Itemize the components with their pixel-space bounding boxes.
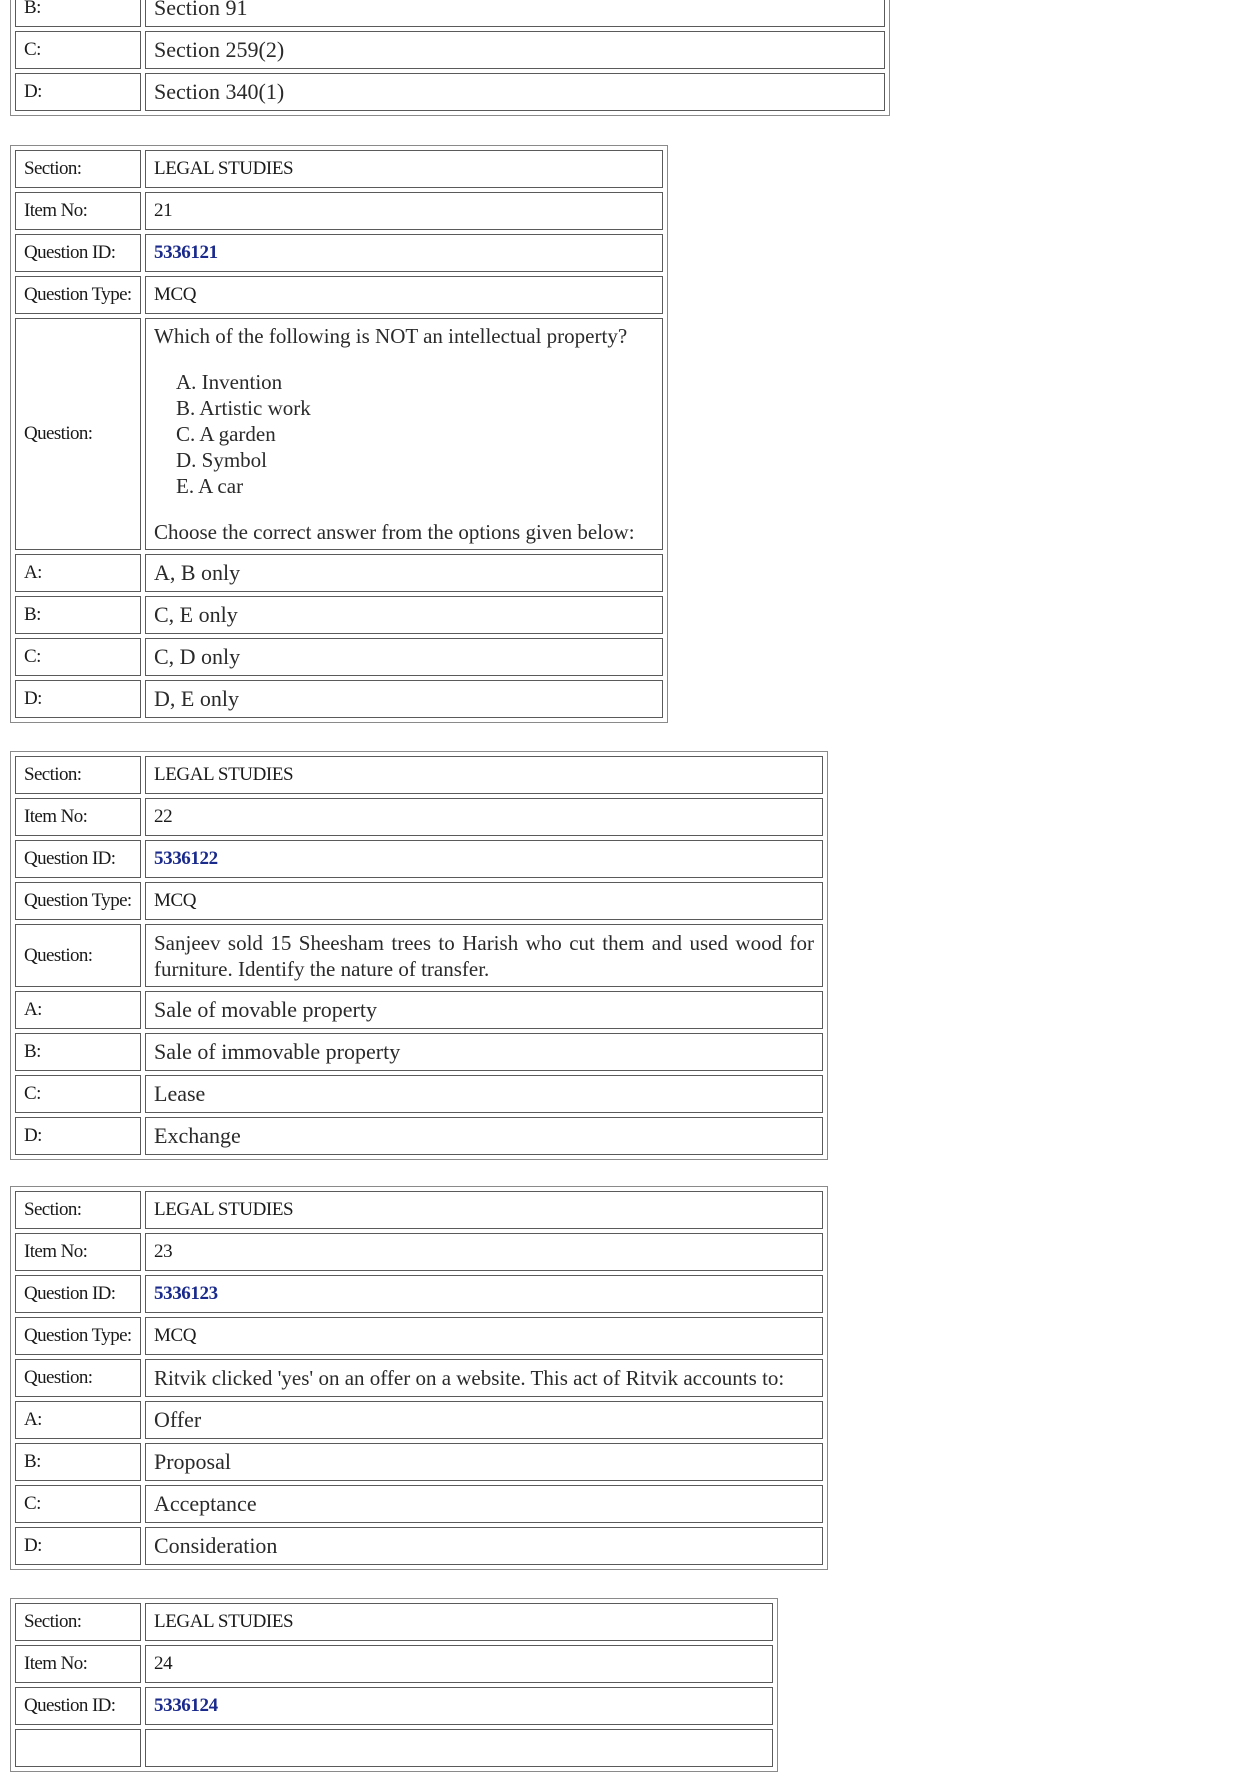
question-text: Sanjeev sold 15 Sheesham trees to Harish who cut them and used wood for furniture. Identify the nature of transfer. bbox=[145, 924, 823, 987]
item-no-value: 22 bbox=[145, 798, 823, 836]
question-type-value: MCQ bbox=[145, 882, 823, 920]
question-label: Question: bbox=[15, 318, 141, 550]
statement-item: A. Invention bbox=[176, 370, 283, 394]
section-value: LEGAL STUDIES bbox=[145, 150, 663, 188]
section-value: LEGAL STUDIES bbox=[145, 1603, 773, 1641]
option-a-label: A: bbox=[15, 1401, 141, 1439]
section-label: Section: bbox=[15, 756, 141, 794]
option-c-label: C: bbox=[15, 1485, 141, 1523]
question-id-value: 5336122 bbox=[145, 840, 823, 878]
option-b-label: B: bbox=[15, 1033, 141, 1071]
option-b-text: C, E only bbox=[145, 596, 663, 634]
question-label: Question: bbox=[15, 924, 141, 987]
option-c-label: C: bbox=[15, 31, 141, 69]
question-block-23 bbox=[10, 1186, 828, 1570]
section-value: LEGAL STUDIES bbox=[145, 1191, 823, 1229]
question-text: Ritvik clicked 'yes' on an offer on a website. This act of Ritvik accounts to: bbox=[145, 1359, 823, 1397]
option-b-text: Sale of immovable property bbox=[145, 1033, 823, 1071]
section-label: Section: bbox=[15, 1603, 141, 1641]
statement-item: D. Symbol bbox=[176, 448, 268, 472]
option-c-label: C: bbox=[15, 1075, 141, 1113]
question-id-label: Question ID: bbox=[15, 840, 141, 878]
option-a-label: A: bbox=[15, 554, 141, 592]
option-d-text: Section 340(1) bbox=[145, 73, 885, 111]
item-no-label: Item No: bbox=[15, 1645, 141, 1683]
item-no-label: Item No: bbox=[15, 1233, 141, 1271]
option-a-text: A, B only bbox=[145, 554, 663, 592]
option-c-text: Acceptance bbox=[145, 1485, 823, 1523]
item-no-value: 23 bbox=[145, 1233, 823, 1271]
option-c-label: C: bbox=[15, 638, 141, 676]
option-d-label: D: bbox=[15, 1527, 141, 1565]
option-c-text: Lease bbox=[145, 1075, 823, 1113]
option-d-label: D: bbox=[15, 73, 141, 111]
option-a-text: Offer bbox=[145, 1401, 823, 1439]
question-label: Question: bbox=[15, 1359, 141, 1397]
question-text: Which of the following is NOT an intellectual property? bbox=[154, 324, 628, 348]
option-b-text: Proposal bbox=[145, 1443, 823, 1481]
item-no-label: Item No: bbox=[15, 798, 141, 836]
question-type-value: MCQ bbox=[145, 276, 663, 314]
question-type-label: Question Type: bbox=[15, 882, 141, 920]
question-id-value: 5336121 bbox=[145, 234, 663, 272]
option-d-text: Consideration bbox=[145, 1527, 823, 1565]
option-d-text: Exchange bbox=[145, 1117, 823, 1155]
item-no-value: 24 bbox=[145, 1645, 773, 1683]
option-a-label: A: bbox=[15, 991, 141, 1029]
section-label: Section: bbox=[15, 1191, 141, 1229]
question-id-value: 5336124 bbox=[145, 1687, 773, 1725]
question-type-label: Question Type: bbox=[15, 276, 141, 314]
question-type-label bbox=[15, 1729, 141, 1767]
option-a-text: Sale of movable property bbox=[145, 991, 823, 1029]
statement-item: C. A garden bbox=[176, 422, 276, 446]
option-b-text: Section 91 bbox=[145, 0, 885, 27]
statement-item: E. A car bbox=[176, 474, 244, 498]
option-c-text: C, D only bbox=[145, 638, 663, 676]
question-block-22 bbox=[10, 751, 828, 1160]
question-text-cell bbox=[145, 318, 663, 550]
option-c-text: Section 259(2) bbox=[145, 31, 885, 69]
question-type-value bbox=[145, 1729, 773, 1767]
option-b-label: B: bbox=[15, 596, 141, 634]
question-block-21 bbox=[10, 145, 668, 723]
question-instruction: Choose the correct answer from the options given below: bbox=[154, 520, 635, 544]
question-block-24 bbox=[10, 1598, 778, 1772]
question-id-label: Question ID: bbox=[15, 234, 141, 272]
question-id-label: Question ID: bbox=[15, 1275, 141, 1313]
section-value: LEGAL STUDIES bbox=[145, 756, 823, 794]
item-no-value: 21 bbox=[145, 192, 663, 230]
option-b-label: B: bbox=[15, 1443, 141, 1481]
question-id-value: 5336123 bbox=[145, 1275, 823, 1313]
option-d-label: D: bbox=[15, 680, 141, 718]
question-type-value: MCQ bbox=[145, 1317, 823, 1355]
question-block-previous bbox=[10, 0, 890, 116]
item-no-label: Item No: bbox=[15, 192, 141, 230]
option-b-label: B: bbox=[15, 0, 141, 27]
section-label: Section: bbox=[15, 150, 141, 188]
question-type-label: Question Type: bbox=[15, 1317, 141, 1355]
statement-list bbox=[176, 369, 654, 499]
option-d-label: D: bbox=[15, 1117, 141, 1155]
option-d-text: D, E only bbox=[145, 680, 663, 718]
question-id-label: Question ID: bbox=[15, 1687, 141, 1725]
statement-item: B. Artistic work bbox=[176, 396, 311, 420]
